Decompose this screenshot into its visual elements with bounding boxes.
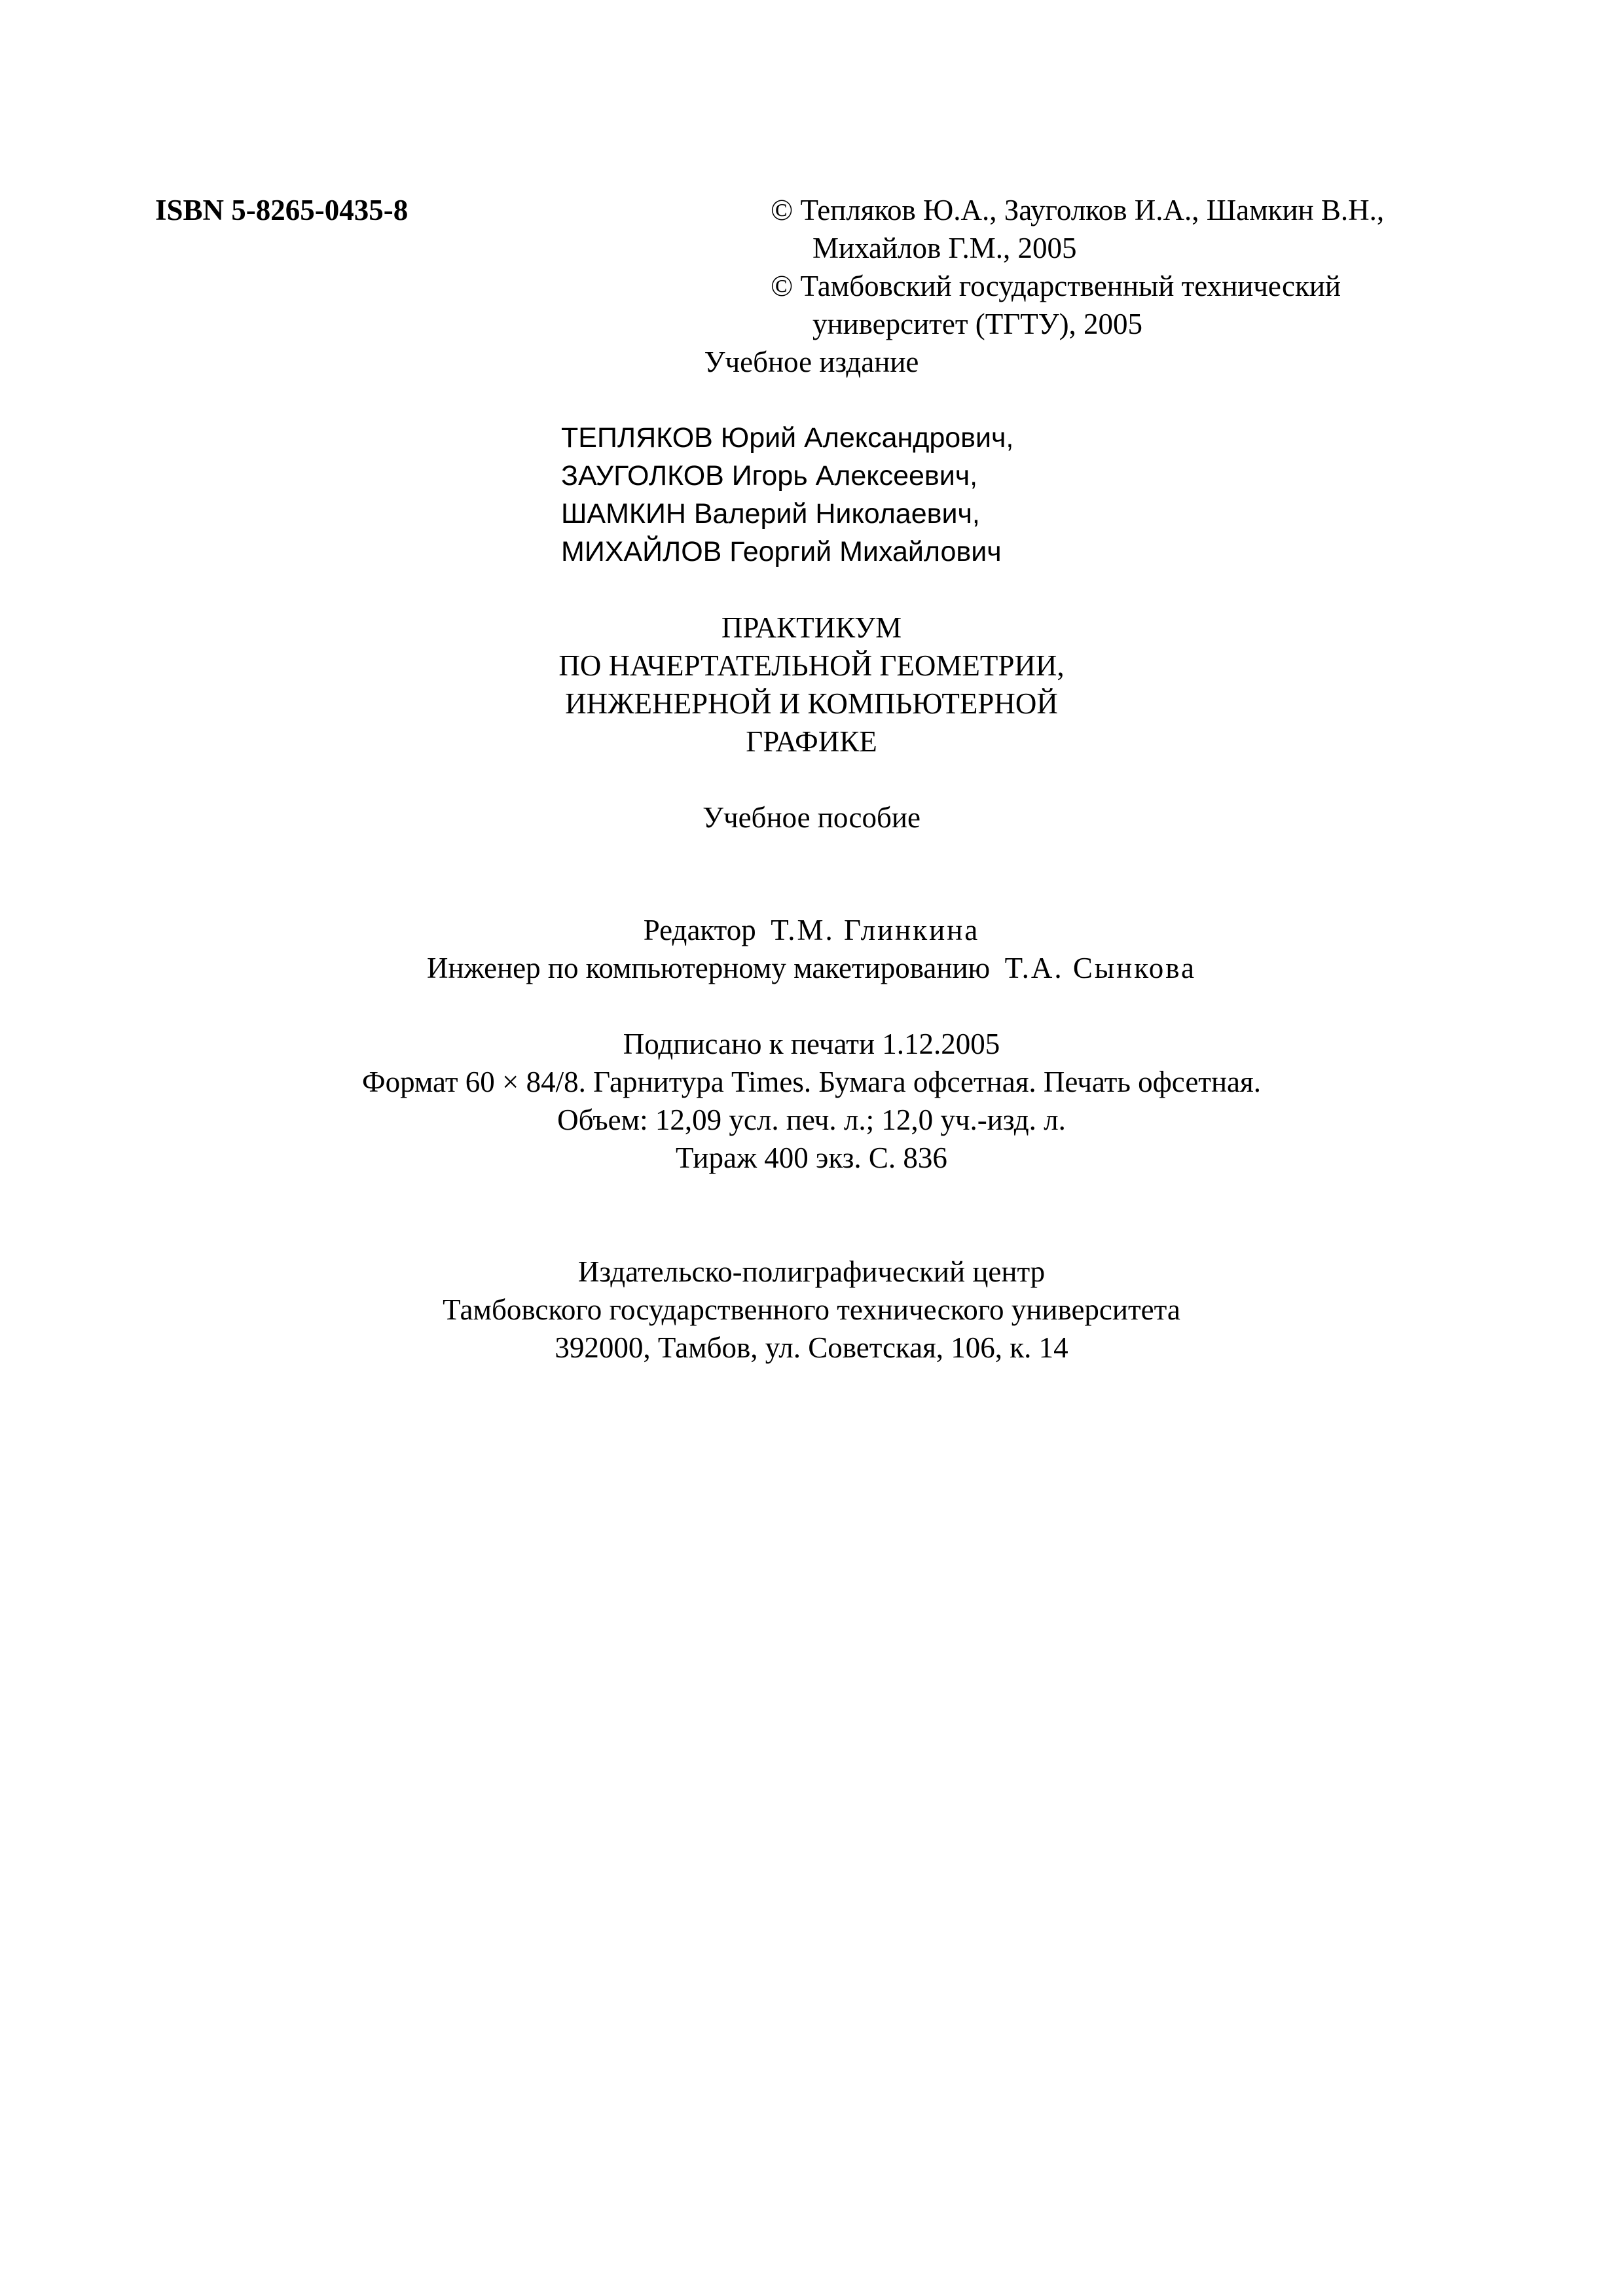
print-info-volume: Объем: 12,09 усл. печ. л.; 12,0 уч.-изд. л. bbox=[557, 1103, 1066, 1136]
title-line-2: ПО НАЧЕРТАТЕЛЬНОЙ ГЕОМЕТРИИ, bbox=[558, 649, 1065, 682]
author-2: ЗАУГОЛКОВ Игорь Алексеевич, bbox=[561, 460, 978, 492]
author-1: ТЕПЛЯКОВ Юрий Александрович, bbox=[561, 422, 1014, 454]
print-info-signed: Подписано к печати 1.12.2005 bbox=[623, 1028, 1000, 1060]
publisher-line-2: Тамбовского государственного технического университета bbox=[443, 1293, 1180, 1326]
copyright-line-4: университет (ТГТУ), 2005 bbox=[812, 308, 1143, 340]
layout-engineer-line bbox=[0, 949, 1623, 987]
edition-type: Учебное издание bbox=[704, 346, 919, 378]
author-3: ШАМКИН Валерий Николаевич, bbox=[561, 498, 980, 529]
print-info-format: Формат 60 × 84/8. Гарнитура Times. Бумага офсетная. Печать офсетная. bbox=[362, 1066, 1261, 1098]
editor-label: Редактор bbox=[643, 914, 756, 946]
layout-engineer-name: Т.А. Сынкова bbox=[1004, 952, 1196, 984]
copyright-line-2: Михайлов Г.М., 2005 bbox=[812, 232, 1077, 264]
book-type: Учебное пособие bbox=[702, 801, 921, 834]
editor-line bbox=[0, 911, 1623, 949]
title-line-4: ГРАФИКЕ bbox=[746, 725, 877, 758]
copyright-line-3: © Тамбовский государственный технический bbox=[771, 270, 1341, 302]
layout-engineer-label: Инженер по компьютерному макетированию bbox=[427, 952, 991, 984]
title-line-1: ПРАКТИКУМ bbox=[721, 611, 902, 644]
publisher-address: 392000, Тамбов, ул. Советская, 106, к. 14 bbox=[555, 1331, 1068, 1364]
editor-name: Т.М. Глинкина bbox=[771, 914, 980, 946]
title-line-3: ИНЖЕНЕРНОЙ И КОМПЬЮТЕРНОЙ bbox=[565, 687, 1058, 720]
author-4: МИХАЙЛОВ Георгий Михайлович bbox=[561, 536, 1002, 567]
isbn: ISBN 5-8265-0435-8 bbox=[155, 194, 409, 226]
print-info-circulation: Тираж 400 экз. С. 836 bbox=[676, 1141, 947, 1174]
copyright-line-1: © Тепляков Ю.А., Зауголков И.А., Шамкин В.Н., bbox=[771, 194, 1385, 226]
publisher-line-1: Издательско-полиграфический центр bbox=[577, 1255, 1046, 1288]
